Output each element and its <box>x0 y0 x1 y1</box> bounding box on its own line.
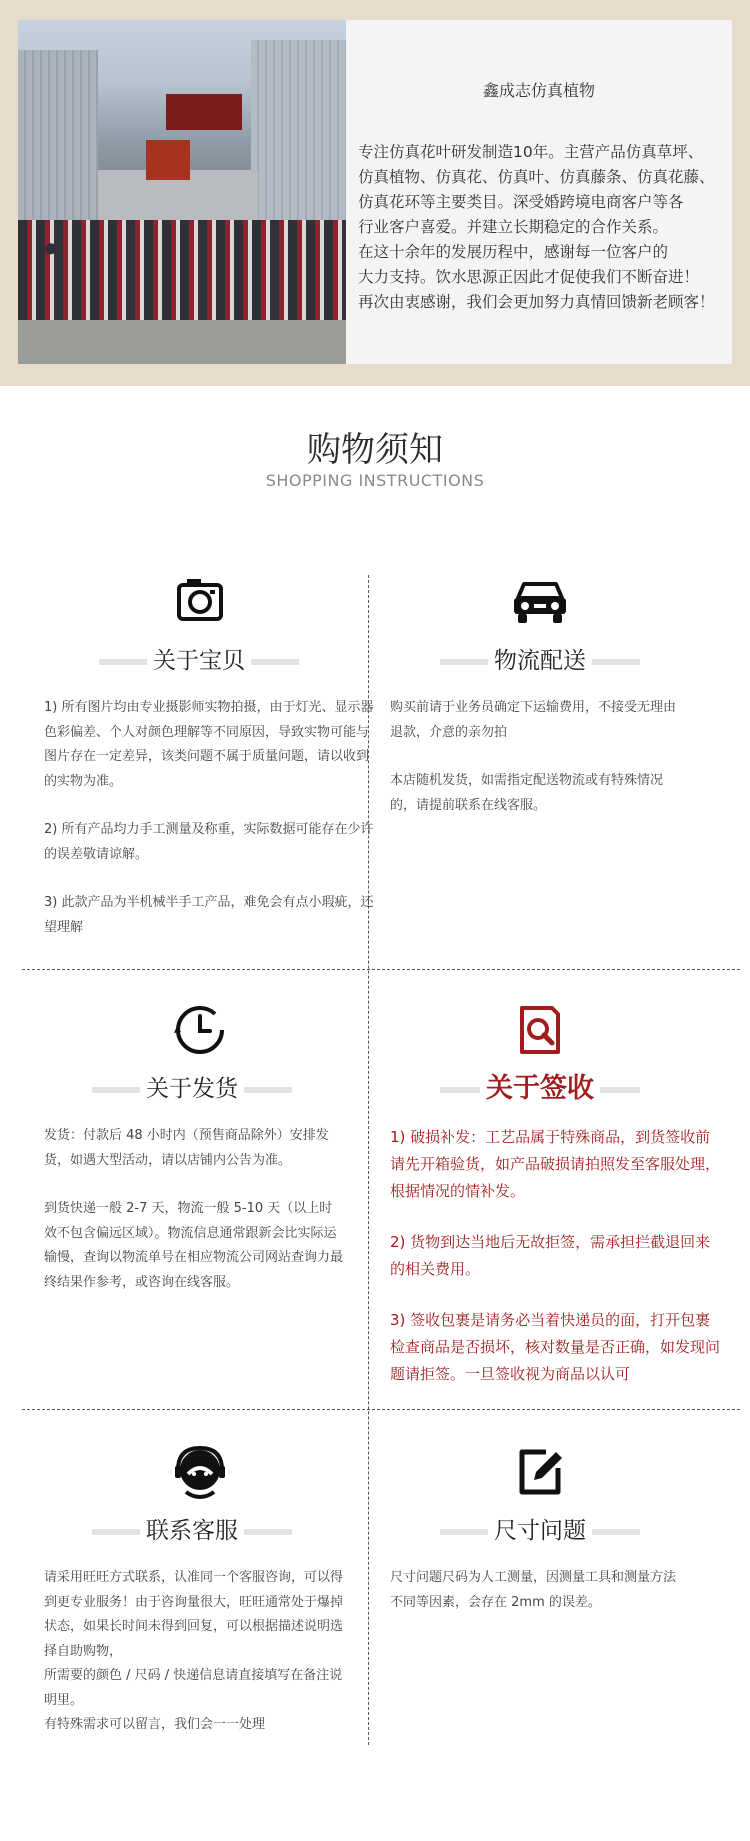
shipping-title-bar <box>92 1074 292 1104</box>
service-paragraph-2: 所需要的颜色 / 尺码 / 快递信息请直接填写在备注说明里。 <box>44 1668 343 1708</box>
led-sign <box>166 94 242 130</box>
about-product-paragraph-2: 2) 所有产品均力手工测量及称重，实际数据可能存在少许的误差敬请谅解。 <box>44 822 374 862</box>
receipt-paragraph-1: 1) 破损补发：工艺品属于特殊商品，到货签收前请先开箱验货，如产品破损请拍照发至客服处理，根据情况的情补发。 <box>390 1128 721 1200</box>
inspect-icon <box>390 1002 690 1060</box>
headset-icon <box>0 1444 400 1502</box>
camera-icon <box>0 574 400 632</box>
logistics-paragraph-1: 购买前请于业务员确定下运输费用，不接受无理由退款，介意的亲勿拍 <box>390 700 677 740</box>
service-title: 联系客服 <box>92 1516 292 1546</box>
factory-building-right <box>251 40 346 250</box>
service-paragraph-1: 请采用旺旺方式联系，认准同一个客服咨询，可以得到更专业服务！由于咨询量很大，旺旺通常处于爆掉状态，如果长时间未得到回复，可以根据描述说明选择自助购物， <box>44 1570 344 1659</box>
size-title: 尺寸问题 <box>440 1516 640 1546</box>
ground <box>18 320 346 364</box>
about-product-title: 关于宝贝 <box>99 646 299 676</box>
section-title: 购物须知 <box>307 430 443 470</box>
shipping-title: 关于发货 <box>92 1074 292 1104</box>
grid-divider-row-1 <box>22 969 740 970</box>
size-title-bar <box>440 1516 640 1546</box>
service-title-bar <box>92 1516 292 1546</box>
car-icon <box>390 574 690 632</box>
intro-paragraph-1: 专注仿真花叶研发制造10年。主营产品仿真草坪、 仿真植物、仿真花、仿真叶、仿真藤条、仿真花藤、 仿真花环等主要类目。深受婚跨境电商客户等各 行业客户喜爱。并建立长期稳定的合作关系。 <box>358 143 715 236</box>
receipt-title: 关于签收 <box>440 1074 640 1104</box>
about-product-paragraph-3: 3) 此款产品为半机械半手工产品，难免会有点小瑕疵，还望理解 <box>44 895 374 935</box>
shipping-text <box>44 1124 344 1319</box>
company-name: 鑫成志仿真植物 <box>482 81 595 100</box>
logistics-title: 物流配送 <box>440 646 640 676</box>
service-text <box>44 1566 344 1738</box>
company-intro <box>358 140 732 315</box>
logistics-title-bar <box>440 646 640 676</box>
shipping-paragraph-2: 到货快递一般 2-7 天，物流一般 5-10 天（以上时效不包含偏远区域）。物流信息通常跟新会比实际运输慢，查询以物流单号在相应物流公司网站查询力最终结果作参考，或咨询在线客服。 <box>44 1201 344 1290</box>
receipt-paragraph-3: 3) 签收包裹是请务必当着快递员的面，打开包裹检查商品是否损坏，核对数量是否正确，如发现问题请拒签。一旦签收视为商品以认可 <box>390 1311 721 1383</box>
receipt-title-bar <box>440 1074 640 1104</box>
section-subtitle: SHOPPING INSTRUCTIONS <box>265 471 485 490</box>
clock-icon <box>0 1002 400 1060</box>
receipt-text <box>390 1124 720 1412</box>
size-paragraph-1: 尺寸问题尺码为人工测量，因测量工具和测量方法不同等因素，会存在 2mm 的误差。 <box>390 1570 677 1610</box>
logistics-paragraph-2: 本店随机发货，如需指定配送物流或有特殊情况的，请提前联系在线客服。 <box>390 773 664 813</box>
red-truck <box>146 140 190 180</box>
shipping-paragraph-1: 发货：付款后 48 小时内（预售商品除外）安排发货，如遇大型活动，请以店铺内公告为准。 <box>44 1128 329 1168</box>
about-product-title-bar <box>99 646 299 676</box>
factory-team-photo <box>18 20 346 364</box>
logistics-text <box>390 696 680 842</box>
receipt-paragraph-2: 2) 货物到达当地后无故拒签，需承担拦截退回来的相关费用。 <box>390 1233 711 1278</box>
about-product-text <box>44 696 374 964</box>
size-text <box>390 1566 680 1639</box>
intro-paragraph-2: 在这十余年的发展历程中，感谢每一位客户的 大力支持。饮水思源正因此才促使我们不断奋进！ 再次由衷感谢，我们会更加努力真情回馈新老顾客！ <box>358 243 715 311</box>
about-product-paragraph-1: 1) 所有图片均由专业摄影师实物拍摄，由于灯光、显示器色彩偏差、个人对颜色理解等不同原因，导致实物可能与图片存在一定差异，该类问题不属于质量问题，请以收到的实物为准。 <box>44 700 374 789</box>
edit-icon <box>390 1444 690 1502</box>
service-paragraph-3: 有特殊需求可以留言，我们会一一处理 <box>44 1717 266 1732</box>
